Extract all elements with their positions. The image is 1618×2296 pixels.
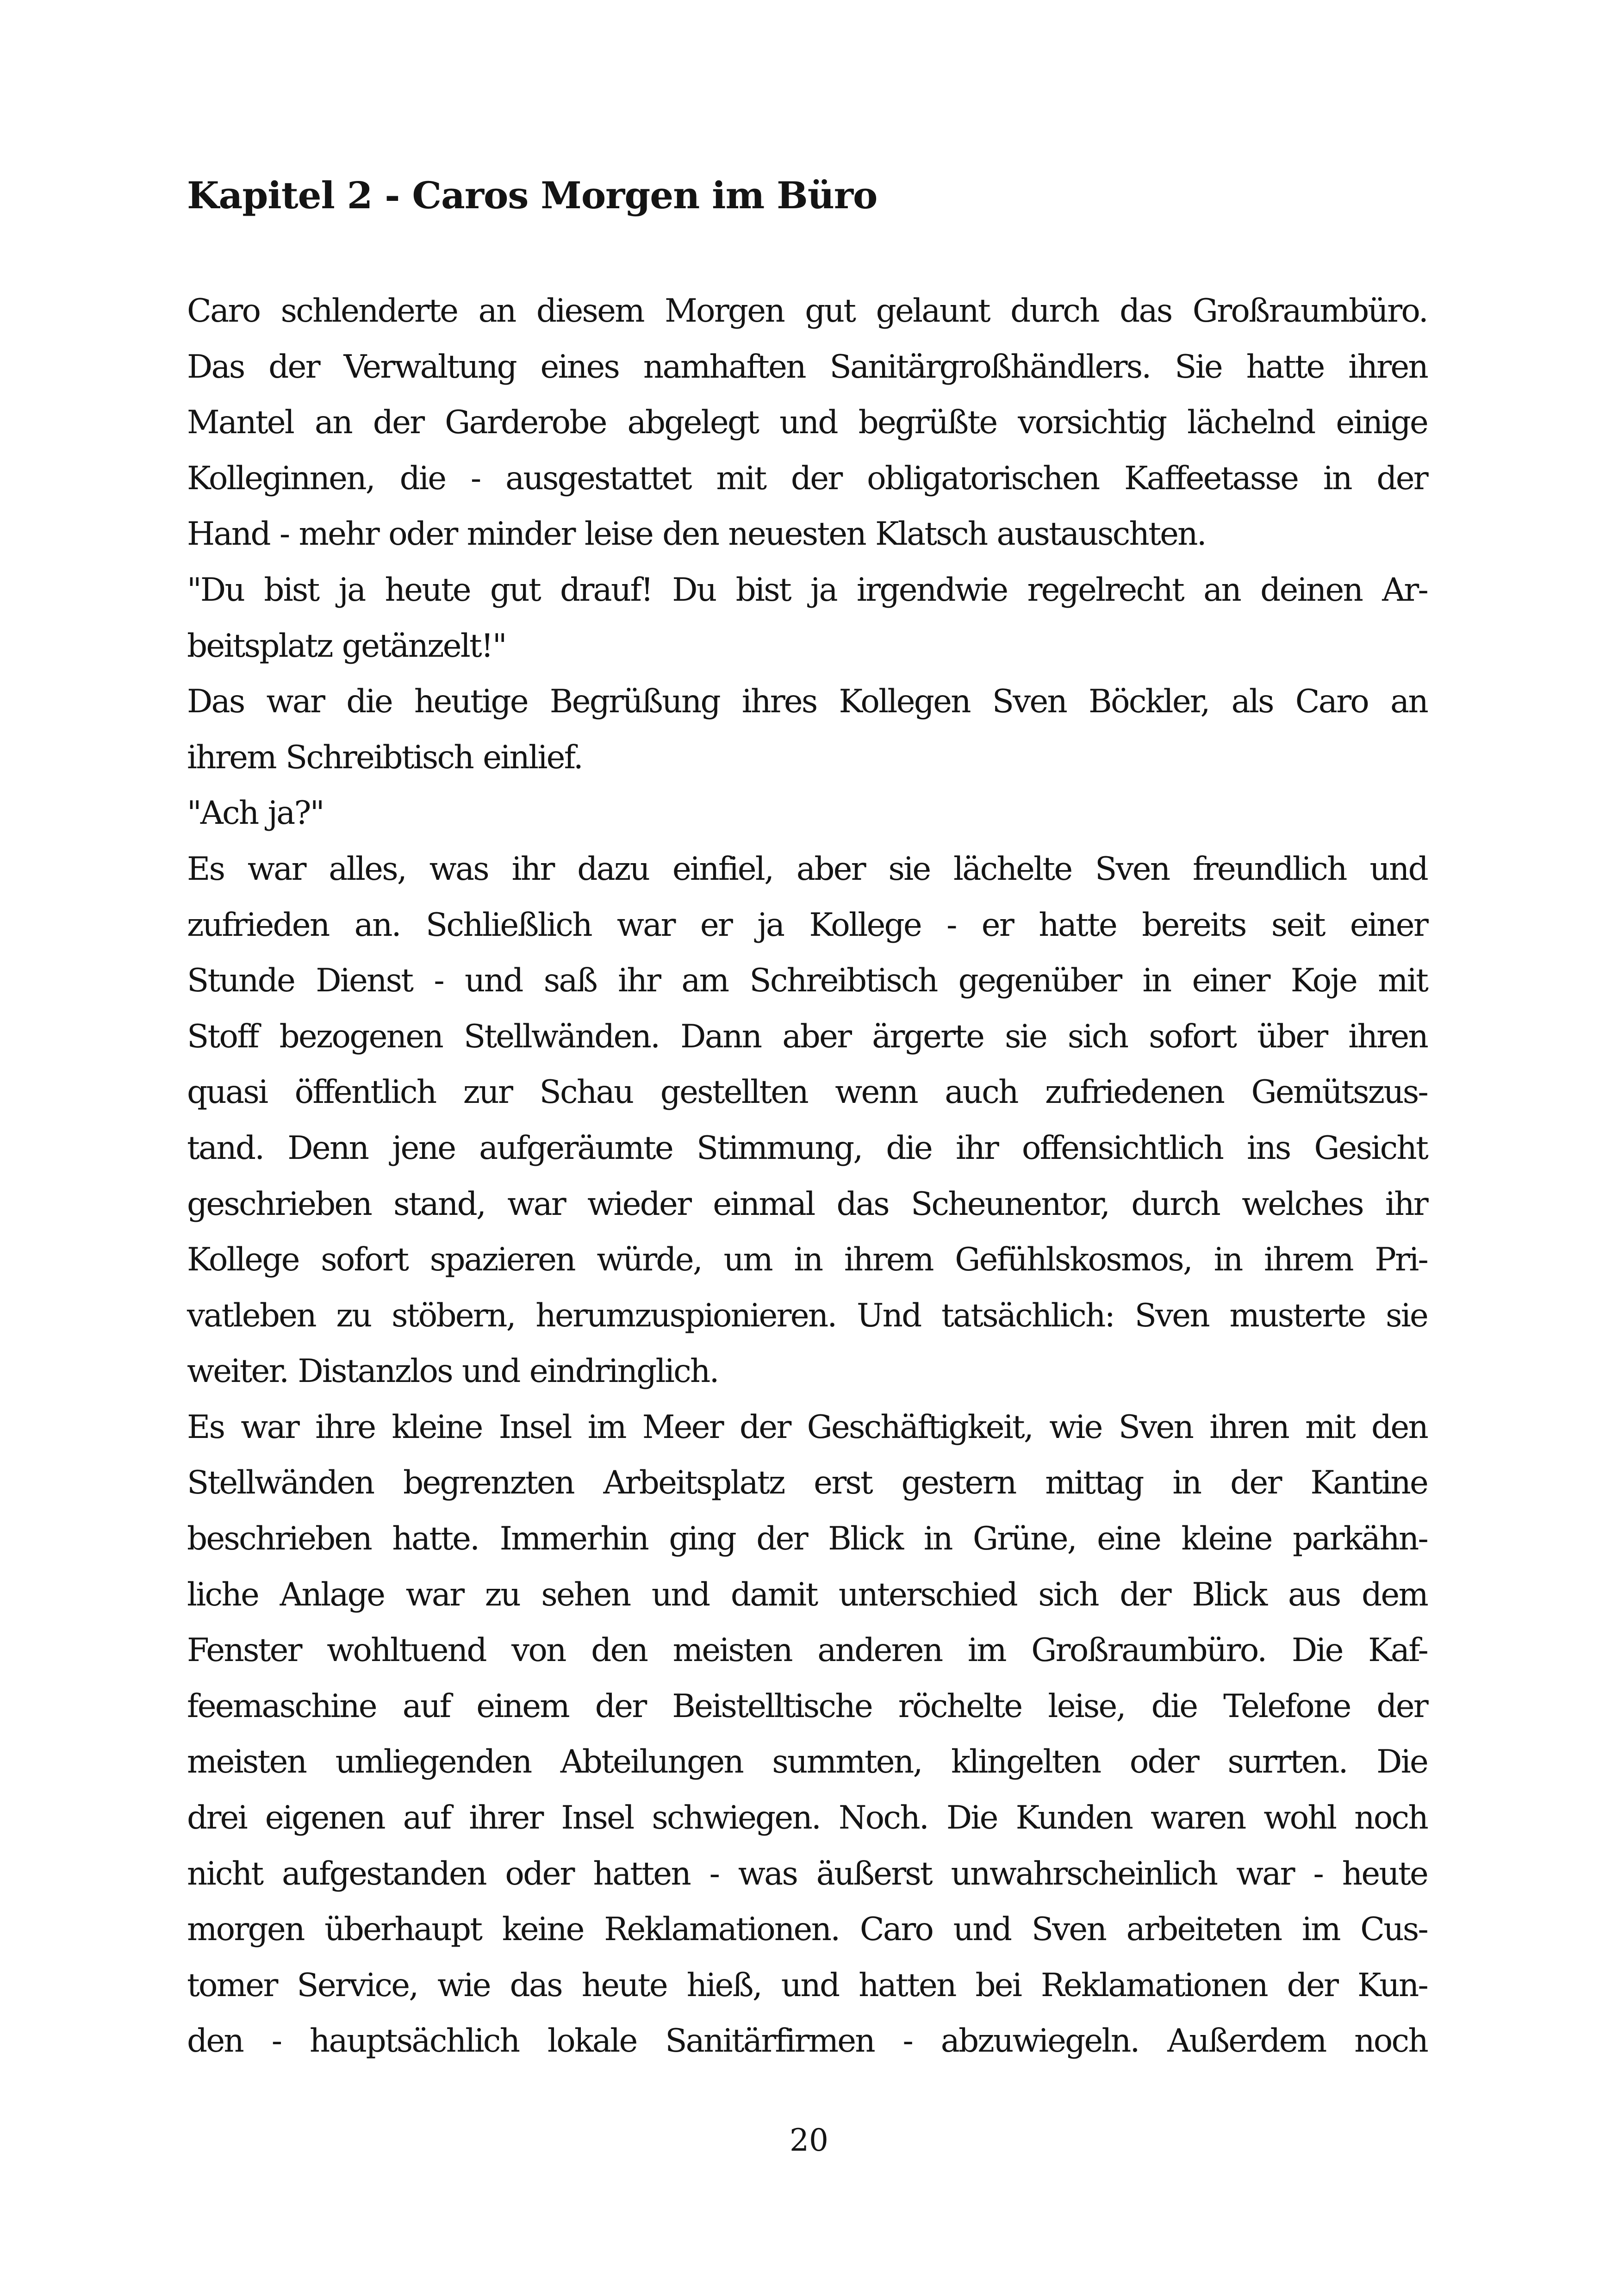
text-line: weiter. Distanzlos und eindringlich. [187, 1353, 718, 1390]
text-line: Es war alles, was ihr dazu einfiel, aber sie lächelte Sven freundlich und [187, 850, 1427, 888]
text-line: tand. Denn jene aufgeräumte Stimmung, die ihr offensichtlich ins Gesicht [187, 1129, 1427, 1167]
text-line: "Du bist ja heute gut drauf! Du bist ja irgendwie regelrecht an deinen Ar- [187, 571, 1427, 609]
text-line: Stoff bezogenen Stellwänden. Dann aber ärgerte sie sich sofort über ihren [187, 1018, 1427, 1055]
text-line: zufrieden an. Schließlich war er ja Kollege - er hatte bereits seit einer [187, 906, 1427, 944]
chapter-title: Kapitel 2 - Caros Morgen im Büro [187, 174, 877, 217]
text-line: beschrieben hatte. Immerhin ging der Blick in Grüne, eine kleine parkähn- [187, 1520, 1427, 1558]
text-line: vatleben zu stöbern, herumzuspionieren. Und tatsächlich: Sven musterte sie [187, 1297, 1427, 1334]
text-line: drei eigenen auf ihrer Insel schwiegen. Noch. Die Kunden waren wohl noch [187, 1799, 1427, 1837]
page-number: 20 [790, 2122, 828, 2158]
text-line: beitsplatz getänzelt!" [187, 627, 506, 665]
text-line: tomer Service, wie das heute hieß, und hatten bei Reklamationen der Kun- [187, 1966, 1427, 2004]
text-line: morgen überhaupt keine Reklamationen. Caro und Sven arbeiteten im Cus- [187, 1911, 1427, 1948]
text-line: quasi öffentlich zur Schau gestellten wenn auch zufriedenen Gemütszus- [187, 1074, 1427, 1111]
text-line: feemaschine auf einem der Beistelltische röchelte leise, die Telefone der [187, 1687, 1427, 1725]
text-line: ihrem Schreibtisch einlief. [187, 739, 583, 776]
text-line: nicht aufgestanden oder hatten - was äußerst unwahrscheinlich war - heute [187, 1855, 1427, 1892]
text-line: Stunde Dienst - und saß ihr am Schreibtisch gegenüber in einer Koje mit [187, 962, 1427, 1000]
text-line: Fenster wohltuend von den meisten anderen im Großraumbüro. Die Kaf- [187, 1632, 1427, 1669]
text-line: meisten umliegenden Abteilungen summten, klingelten oder surrten. Die [187, 1743, 1427, 1781]
text-line: Das war die heutige Begrüßung ihres Kollegen Sven Böckler, als Caro an [187, 683, 1427, 721]
text-line: Stellwänden begrenzten Arbeitsplatz erst gestern mittag in der Kantine [187, 1464, 1427, 1502]
text-line: "Ach ja?" [187, 795, 324, 832]
text-line: den - hauptsächlich lokale Sanitärfirmen - abzuwiegeln. Außerdem noch [187, 2022, 1427, 2060]
text-line: Mantel an der Garderobe abgelegt und begrüßte vorsichtig lächelnd einige [187, 404, 1427, 442]
text-line: Caro schlenderte an diesem Morgen gut gelaunt durch das Großraumbüro. [187, 292, 1427, 330]
text-line: Kollege sofort spazieren würde, um in ihrem Gefühlskosmos, in ihrem Pri- [187, 1241, 1427, 1279]
text-line: geschrieben stand, war wieder einmal das Scheunentor, durch welches ihr [187, 1185, 1427, 1223]
text-line: liche Anlage war zu sehen und damit unterschied sich der Blick aus dem [187, 1576, 1427, 1613]
text-line: Das der Verwaltung eines namhaften Sanitärgroßhändlers. Sie hatte ihren [187, 348, 1427, 386]
text-line: Es war ihre kleine Insel im Meer der Geschäftigkeit, wie Sven ihren mit den [187, 1408, 1427, 1446]
text-line: Kolleginnen, die - ausgestattet mit der obligatorischen Kaffeetasse in der [187, 460, 1427, 497]
text-line: Hand - mehr oder minder leise den neuesten Klatsch austauschten. [187, 516, 1206, 553]
body-text [187, 283, 1427, 2069]
